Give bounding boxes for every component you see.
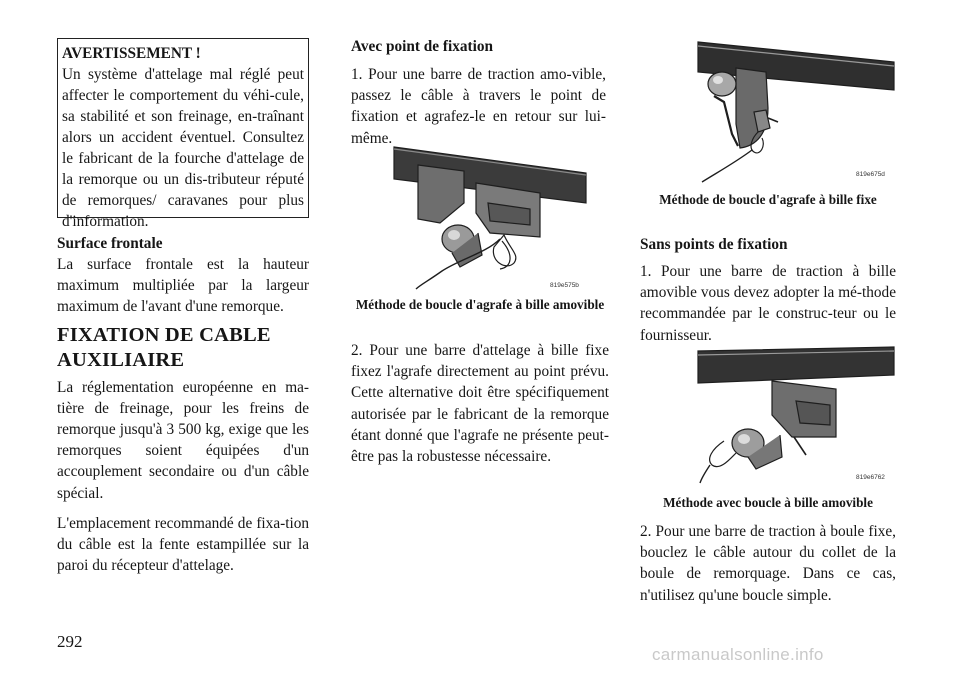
section-title-line1: FIXATION DE CABLE (57, 323, 271, 346)
removable-ball-loop-figure (696, 345, 896, 485)
fixed-ball-clip-figure (696, 38, 896, 186)
intro-paragraph: La réglementation européenne en ma-tière de freinage, pour les freins de remorque jusqu'à 3 500 kg, exige que les remorques soient équipées d'un accouplement secondaire ou d'un câble spécial. (57, 378, 309, 502)
warning-title: AVERTISSEMENT ! (62, 45, 201, 62)
right-bottom-block (640, 521, 896, 606)
figure-code-right-2: 819e6762 (856, 474, 885, 481)
warning-text: Un système d'attelage mal réglé peut affecter le comportement du véhi-cule, sa stabilité et son freinage, en-traînant alors un accident éventuel. Consultez le fabricant de la fourche d'attelage de la remorque ou un dis-tributeur réputé de remorques/ caravanes pour plus d'information. (62, 66, 304, 230)
right-figure-1-caption: Méthode de boucle d'agrafe à bille fixe (659, 192, 877, 207)
right-top-block (640, 234, 896, 346)
attachment-heading: Avec point de fixation (351, 38, 494, 55)
no-attachment-heading: Sans points de fixation (640, 236, 788, 253)
right-step-2: 2. Pour une barre de traction à boule fixe, bouclez le câble autour du collet de la boule de remorquage. Dans ce cas, n'utilisez qu'une boucle simple. (640, 523, 896, 604)
middle-figure-caption: Méthode de boucle d'agrafe à bille amovible (355, 297, 605, 312)
page-number: 292 (57, 632, 83, 651)
middle-column (351, 36, 606, 149)
warning-box (57, 38, 309, 230)
surface-text: La surface frontale est la hauteur maximum multipliée par la largeur maximum de l'avant d'une remorque. (57, 256, 309, 316)
location-paragraph: L'emplacement recommandé de fixa-tion du câble est la fente estampillée sur la paroi du récepteur d'attelage. (57, 514, 309, 575)
watermark: carmanualsonline.info (652, 645, 824, 664)
left-column (57, 233, 309, 576)
right-figure-2-caption: Méthode avec boucle à bille amovible (663, 495, 873, 510)
middle-step-1: 1. Pour une barre de traction amo-vible, passez le câble à travers le point de fixation et agrafez-le en retour sur lui-même. (351, 66, 606, 147)
middle-step-2: 2. Pour une barre d'attelage à bille fixe fixez l'agrafe directement au point prévu. Cette alternative doit être spécifiquement autorisée par le fabricant de la remorque étant donné que l'agrafe ne présente peut-être pas la robustesse nécessaire. (351, 342, 609, 466)
section-title-line2: AUXILIAIRE (57, 348, 185, 371)
middle-step-2-block (351, 340, 609, 467)
figure-code-middle: 819e575b (550, 282, 579, 289)
right-step-1: 1. Pour une barre de traction à bille amovible vous devez adopter la mé-thode recommandée par le construc-teur ou le fournisseur. (640, 263, 896, 344)
surface-heading: Surface frontale (57, 235, 163, 252)
figure-code-right-1: 819e675d (856, 171, 885, 178)
removable-ball-clip-figure (390, 143, 590, 291)
